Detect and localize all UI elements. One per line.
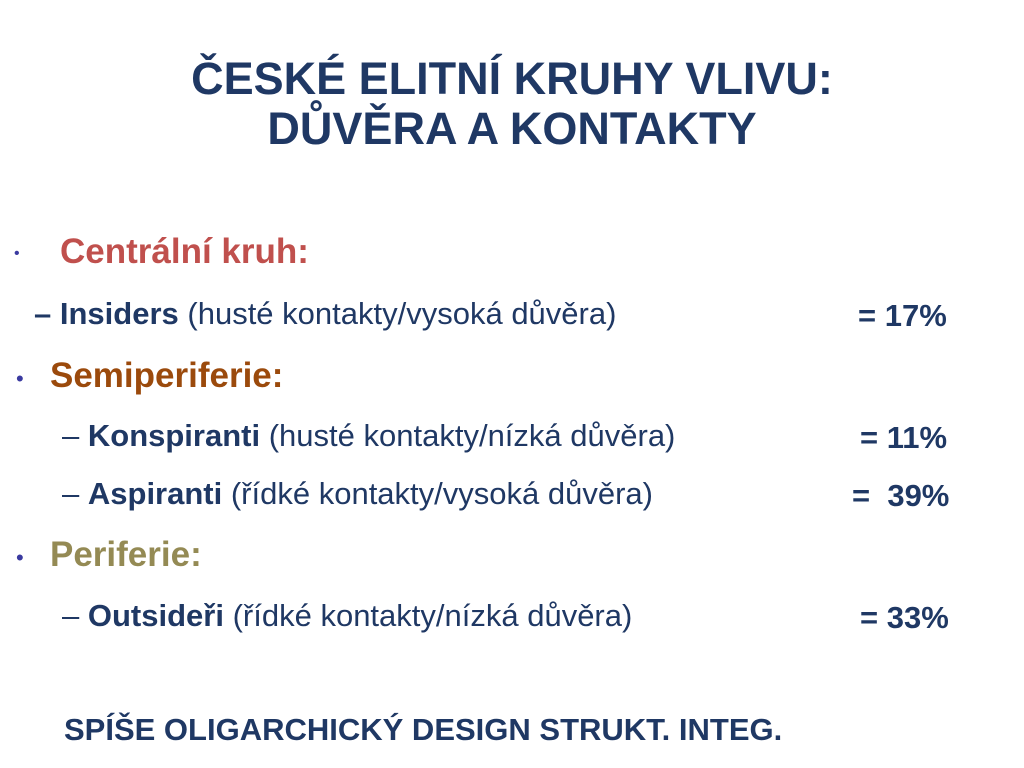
- percentage-aspiranti: = 39%: [852, 478, 950, 513]
- list-item-aspiranti: [62, 476, 653, 512]
- item-description: (řídké kontakty/nízká důvěra): [232, 598, 633, 633]
- section-heading-central: Centrální kruh:: [60, 232, 309, 271]
- conclusion-text: SPÍŠE OLIGARCHICKÝ DESIGN STRUKT. INTEG.: [64, 712, 783, 747]
- list-item-outsideri: [62, 598, 632, 634]
- section-heading-semiperiphery: Semiperiferie:: [50, 356, 284, 395]
- item-description: (řídké kontakty/vysoká důvěra): [230, 476, 653, 511]
- dash-marker: –: [34, 296, 52, 331]
- item-description: (husté kontakty/vysoká důvěra): [187, 296, 617, 331]
- slide-title-line-1: ČESKÉ ELITNÍ KRUHY VLIVU:: [191, 53, 833, 104]
- slide-title-line-2: DŮVĚRA A KONTAKTY: [267, 103, 757, 154]
- item-name: Outsideři: [87, 598, 224, 633]
- dash-marker: –: [62, 418, 80, 453]
- section-heading-periphery: Periferie:: [50, 535, 202, 574]
- percentage-insiders: = 17%: [858, 298, 947, 333]
- list-item-konspiranti: [62, 418, 675, 454]
- item-description: (husté kontakty/nízká důvěra): [268, 418, 676, 453]
- bullet-icon: •: [16, 366, 24, 391]
- percentage-outsideri: = 33%: [860, 600, 949, 635]
- bullet-icon: •: [14, 245, 20, 262]
- slide-title: [0, 54, 1024, 154]
- dash-marker: –: [62, 476, 80, 511]
- item-name: Konspiranti: [87, 418, 261, 453]
- bullet-icon: •: [16, 545, 24, 570]
- item-name: Insiders: [59, 296, 179, 331]
- list-item-insiders: [34, 296, 616, 332]
- percentage-konspiranti: = 11%: [860, 420, 948, 455]
- dash-marker: –: [62, 598, 80, 633]
- item-name: Aspiranti: [87, 476, 223, 511]
